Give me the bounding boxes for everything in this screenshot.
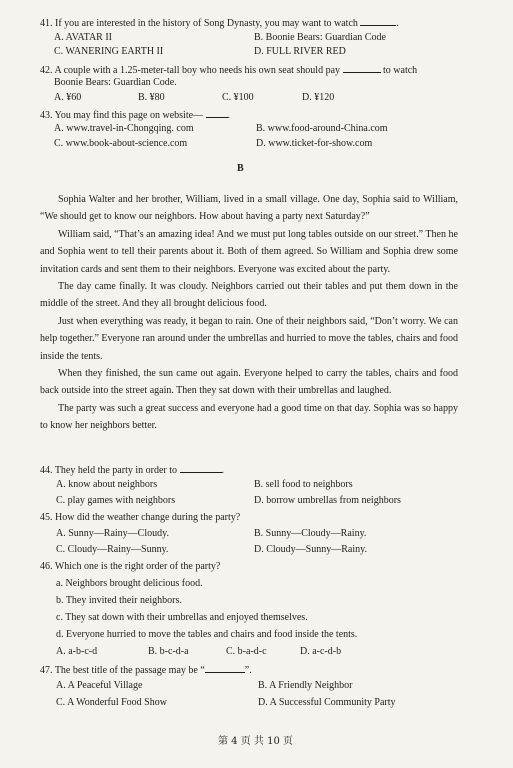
question-43-end: . <box>227 110 231 121</box>
option-44d: D. borrow umbrellas from neighbors <box>254 495 401 506</box>
question-46-stem: 46. Which one is the right order of the party? <box>40 561 221 572</box>
option-42d: D. ¥120 <box>302 92 335 103</box>
passage-paragraph: William said, “That’s an amazing idea! And we must put long tables outside on our street.” Then he and Sophia went to tell their parents about it. Both of them agreed. So William and Sophia drew some invitation cards and sent them to their neighbors. Everyone was excited about the party. <box>40 228 458 275</box>
option-46c: C. b-a-d-c <box>226 646 267 657</box>
question-47-text: 47. The best title of the passage may be “ <box>40 665 205 676</box>
order-item-b: b. They invited their neighbors. <box>56 595 182 606</box>
option-41a: A. AVATAR II <box>54 32 113 43</box>
question-42-text: 42. A couple with a 1.25-meter-tall boy who needs his own seat should pay <box>40 65 341 76</box>
question-44-stem <box>40 463 224 477</box>
question-45-stem: 45. How did the weather change during the party? <box>40 512 241 523</box>
question-41-stem <box>40 16 399 30</box>
page-number: 第 4 页 共 10 页 <box>218 736 293 747</box>
option-44c: C. play games with neighbors <box>56 495 176 506</box>
passage-paragraph: Sophia Walter and her brother, William, lived in a small village. One day, Sophia said to William, “We should get to know our neighbors. How about having a party next Saturday?” <box>40 194 458 223</box>
option-46d: D. a-c-d-b <box>300 646 342 657</box>
answer-blank <box>360 16 396 26</box>
option-45c: C. Cloudy—Rainy—Sunny. <box>56 544 169 555</box>
option-42b: B. ¥80 <box>138 92 165 103</box>
question-43-stem <box>40 108 230 122</box>
question-42-stem <box>40 63 417 77</box>
question-43-text: 43. You may find this page on website— <box>40 110 204 121</box>
question-44-text: 44. They held the party in order to <box>40 465 178 476</box>
option-44b: B. sell food to neighbors <box>254 479 353 490</box>
passage-paragraph: Just when everything was ready, it began to rain. One of their neighbors said, “Don’t worry. We can help together.” Everyone ran around under the umbrellas and hurried to move the tables, chairs and food inside the tents. <box>40 315 458 362</box>
option-41c: C. WANERING EARTH II <box>54 46 164 57</box>
option-43a: A. www.travel-in-Chongqing. com <box>54 123 194 134</box>
option-45d: D. Cloudy—Sunny—Rainy. <box>254 544 367 555</box>
option-47a: A. A Peaceful Village <box>56 680 143 691</box>
option-43d: D. www.ticket-for-show.com <box>256 138 373 149</box>
option-43b: B. www.food-around-China.com <box>256 123 388 134</box>
question-41-text: 41. If you are interested in the history of Song Dynasty, you may want to watch <box>40 18 358 29</box>
option-47c: C. A Wonderful Food Show <box>56 697 167 708</box>
question-47-end: ”. <box>244 665 252 676</box>
answer-blank <box>343 63 381 73</box>
option-47d: D. A Successful Community Party <box>258 697 396 708</box>
answer-blank <box>205 663 245 673</box>
option-46b: B. b-c-d-a <box>148 646 189 657</box>
option-43c: C. www.book-about-science.com <box>54 138 188 149</box>
option-41d: D. FULL RIVER RED <box>254 46 346 57</box>
answer-blank <box>206 108 228 118</box>
section-label: B <box>237 163 244 174</box>
order-item-c: c. They sat down with their umbrellas and enjoyed themselves. <box>56 612 308 623</box>
option-42a: A. ¥60 <box>54 92 82 103</box>
question-42-text-end: to watch <box>383 65 418 76</box>
option-45a: A. Sunny—Rainy—Cloudy. <box>56 528 169 539</box>
answer-blank <box>180 463 222 473</box>
option-41b: B. Boonie Bears: Guardian Code <box>254 32 386 43</box>
reading-passage <box>40 191 458 435</box>
question-41-end: . <box>396 18 399 29</box>
option-44a: A. know about neighbors <box>56 479 158 490</box>
option-42c: C. ¥100 <box>222 92 254 103</box>
option-46a: A. a-b-c-d <box>56 646 98 657</box>
passage-paragraph: The day came finally. It was cloudy. Neighbors carried out their tables and put them down in the middle of the street. And they all brought delicious food. <box>40 281 458 310</box>
option-45b: B. Sunny—Cloudy—Rainy. <box>254 528 367 539</box>
passage-paragraph: The party was such a great success and everyone had a good time on that day. Sophia was so happy to know her neighbors better. <box>40 402 458 432</box>
option-47b: B. A Friendly Neighbor <box>258 680 353 691</box>
question-42-cont: Boonie Bears: Guardian Code. <box>54 77 177 88</box>
question-44-end: . <box>221 465 225 476</box>
question-47-stem <box>40 663 252 677</box>
order-item-a: a. Neighbors brought delicious food. <box>56 578 203 589</box>
order-item-d: d. Everyone hurried to move the tables and chairs and food inside the tents. <box>56 629 358 640</box>
passage-paragraph: When they finished, the sun came out again. Everyone helped to carry the tables, chairs and food back outside into the street again. Then they sat down with their umbrellas and laughed. <box>40 368 458 397</box>
